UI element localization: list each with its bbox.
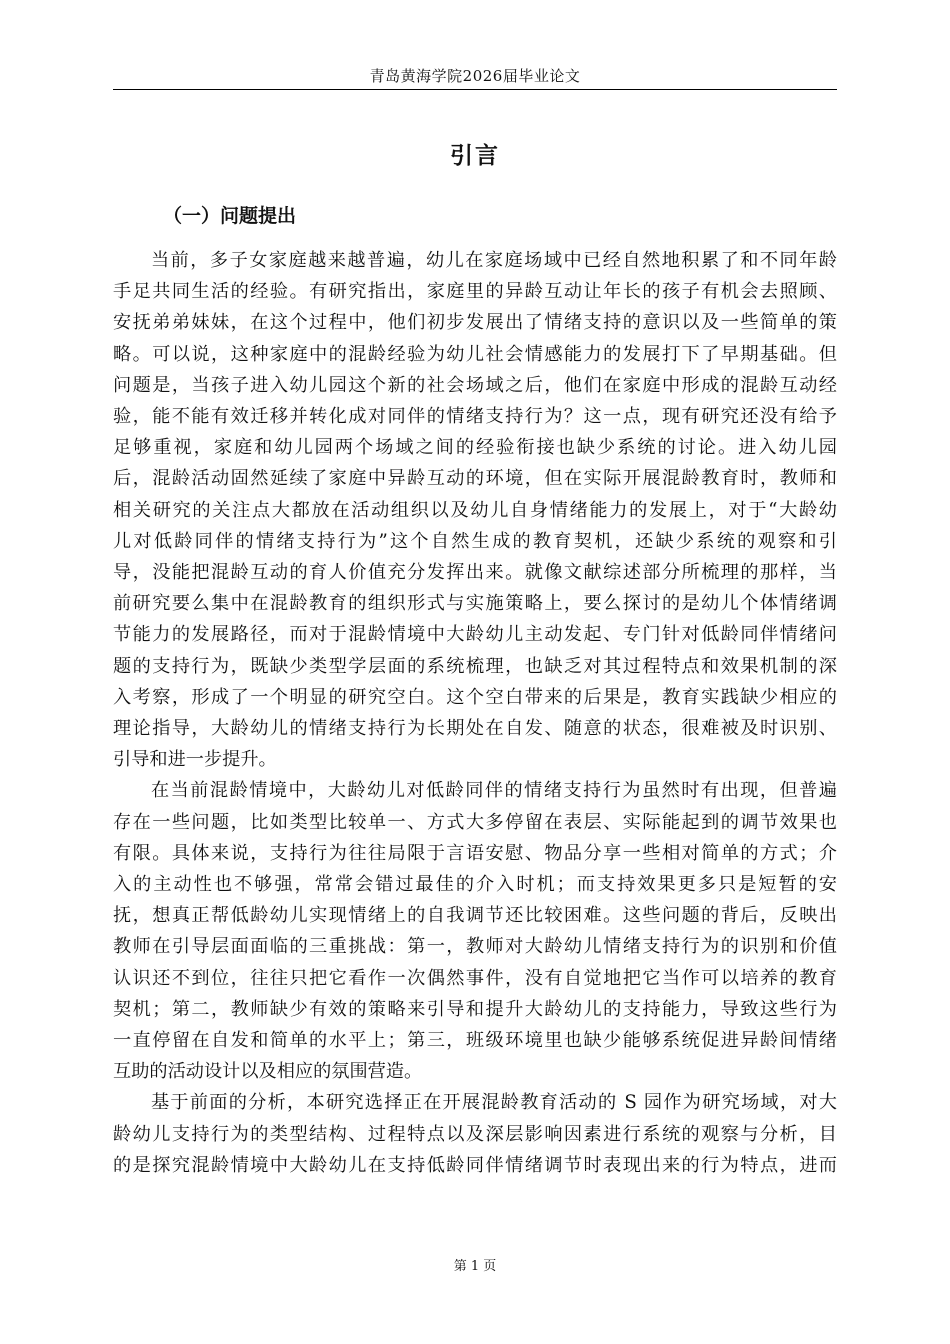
- paragraph-line: 的是探究混龄情境中大龄幼儿在支持低龄同伴情绪调节时表现出来的行为特点，进而: [113, 1154, 837, 1176]
- paragraph-line: 题的支持行为，既缺少类型学层面的系统梳理，也缺乏对其过程特点和效果机制的深: [113, 655, 837, 677]
- paragraph-line: 问题是，当孩子进入幼儿园这个新的社会场域之后，他们在家庭中形成的混龄互动经: [113, 374, 837, 396]
- paragraph-line: 有限。具体来说，支持行为往往局限于言语安慰、物品分享一些相对简单的方式；介: [113, 842, 837, 864]
- paragraph-line: 入的主动性也不够强，常常会错过最佳的介入时机；而支持效果更多只是短暂的安: [113, 874, 837, 896]
- paragraph-line: 认识还不到位，往往只把它看作一次偶然事件，没有自觉地把它当作可以培养的教育: [113, 967, 837, 989]
- paragraph-line: 相关研究的关注点大都放在活动组织以及幼儿自身情绪能力的发展上，对于“大龄幼: [113, 499, 837, 521]
- paragraph-line: 略。可以说，这种家庭中的混龄经验为幼儿社会情感能力的发展打下了早期基础。但: [113, 343, 837, 365]
- paragraph-line: 导，没能把混龄互动的育人价值充分发挥出来。就像文献综述部分所梳理的那样，当: [113, 562, 837, 584]
- paragraph-line: 龄幼儿支持行为的类型结构、过程特点以及深层影响因素进行系统的观察与分析，目: [113, 1123, 837, 1145]
- page-header: 青岛黄海学院2026届毕业论文: [369, 67, 581, 85]
- paragraph-3: [113, 1087, 837, 1181]
- header-rule: [113, 89, 837, 90]
- paragraph-line: 验，能不能有效迁移并转化成对同伴的情绪支持行为？这一点，现有研究还没有给予: [113, 406, 837, 428]
- paragraph-line: 理论指导，大龄幼儿的情绪支持行为长期处在自发、随意的状态，很难被及时识别、: [113, 718, 837, 740]
- paragraph-line: 手足共同生活的经验。有研究指出，家庭里的异龄互动让年长的孩子有机会去照顾、: [113, 281, 837, 303]
- paragraph-line: 互助的活动设计以及相应的氛围营造。: [113, 1061, 423, 1083]
- paragraph-line: 后，混龄活动固然延续了家庭中异龄互动的环境，但在实际开展混龄教育时，教师和: [113, 468, 837, 490]
- paragraph-line: 基于前面的分析，本研究选择正在开展混龄教育活动的 S 园作为研究场域，对大: [151, 1092, 837, 1114]
- paragraph-line: 存在一些问题，比如类型比较单一、方式大多停留在表层、实际能起到的调节效果也: [113, 811, 837, 833]
- paragraph-line: 节能力的发展路径，而对于混龄情境中大龄幼儿主动发起、专门针对低龄同伴情绪问: [113, 624, 837, 646]
- paragraph-line: 抚，想真正帮低龄幼儿实现情绪上的自我调节还比较困难。这些问题的背后，反映出: [113, 905, 837, 927]
- page-title: 引言: [450, 143, 500, 169]
- paragraph-line: 在当前混龄情境中，大龄幼儿对低龄同伴的情绪支持行为虽然时有出现，但普遍: [151, 780, 837, 802]
- body-text: [113, 245, 837, 1181]
- paragraph-line: 前研究要么集中在混龄教育的组织形式与实施策略上，要么探讨的是幼儿个体情绪调: [113, 593, 837, 615]
- paragraph-line: 引导和进一步提升。: [113, 749, 277, 771]
- paragraph-1: [113, 245, 837, 775]
- paragraph-line: 入考察，形成了一个明显的研究空白。这个空白带来的后果是，教育实践缺少相应的: [113, 686, 837, 708]
- paragraph-line: 儿对低龄同伴的情绪支持行为”这个自然生成的教育契机，还缺少系统的观察和引: [113, 530, 837, 552]
- paragraph-line: 足够重视，家庭和幼儿园两个场域之间的经验衔接也缺少系统的讨论。进入幼儿园: [113, 437, 837, 459]
- paragraph-2: [113, 775, 837, 1087]
- section-heading: （一）问题提出: [163, 205, 297, 227]
- paragraph-line: 安抚弟弟妹妹，在这个过程中，他们初步发展出了情绪支持的意识以及一些简单的策: [113, 312, 837, 334]
- paragraph-line: 当前，多子女家庭越来越普遍，幼儿在家庭场域中已经自然地积累了和不同年龄: [151, 250, 837, 271]
- paragraph-line: 教师在引导层面面临的三重挑战：第一，教师对大龄幼儿情绪支持行为的识别和价值: [113, 936, 837, 958]
- page-number: 第 1 页: [453, 1259, 497, 1274]
- paragraph-line: 一直停留在自发和简单的水平上；第三，班级环境里也缺少能够系统促进异龄间情绪: [113, 1030, 837, 1052]
- paragraph-line: 契机；第二，教师缺少有效的策略来引导和提升大龄幼儿的支持能力，导致这些行为: [113, 998, 837, 1020]
